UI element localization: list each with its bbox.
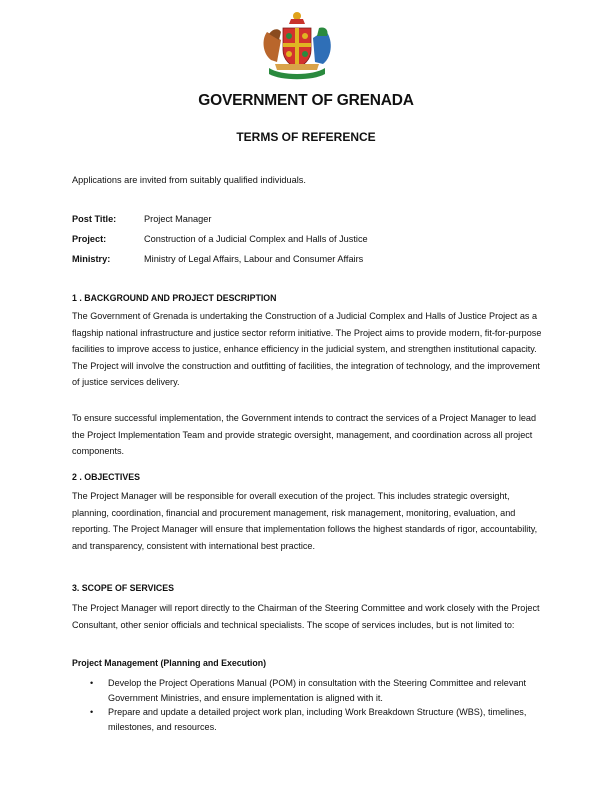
section-heading-objectives: 2 . OBJECTIVES bbox=[72, 472, 140, 482]
field-value: Project Manager bbox=[144, 214, 212, 224]
field-ministry bbox=[72, 251, 363, 267]
scope-subheading: Project Management (Planning and Execution) bbox=[72, 658, 267, 668]
field-post-title bbox=[72, 211, 211, 227]
section-heading-scope: 3. SCOPE OF SERVICES bbox=[72, 583, 175, 593]
intro-text: Applications are invited from suitably qualified individuals. bbox=[72, 175, 306, 185]
document-type-title: TERMS OF REFERENCE bbox=[236, 130, 376, 144]
background-paragraph-2: To ensure successful implementation, the Government intends to contract the services of a Project Manager to lead the Project Implementation Team and provide strategic oversight, management, and coordination across all project components. bbox=[72, 413, 537, 457]
field-label: Project: bbox=[72, 234, 107, 244]
section-heading-background: 1 . BACKGROUND AND PROJECT DESCRIPTION bbox=[72, 293, 277, 303]
objectives-paragraph: The Project Manager will be responsible for overall execution of the project. This includes strategic oversight, planning, coordination, financial and procurement management, risk management, monitoring, evaluation, and reporting. The Project Manager will ensure that implementation follows the highest standards of rigor, accountability, and transparency, consistent with international best practice. bbox=[72, 491, 538, 551]
bullet-glyph: • bbox=[90, 678, 94, 688]
field-value: Ministry of Legal Affairs, Labour and Consumer Affairs bbox=[144, 254, 364, 264]
field-label: Post Title: bbox=[72, 214, 117, 224]
field-value: Construction of a Judicial Complex and Halls of Justice bbox=[144, 234, 368, 244]
list-item bbox=[90, 705, 558, 734]
grenada-coat-of-arms-emblem bbox=[255, 10, 339, 82]
list-item-text: Prepare and update a detailed project work plan, including Work Breakdown Structure (WBS), timelines, milestones, and resources. bbox=[108, 707, 527, 732]
background-paragraph-1: The Government of Grenada is undertaking the Construction of a Judicial Complex and Halls of Justice Project as a flagship national infrastructure and justice sector reform initiative. The Project aims to provide modern, fit-for-purpose facilities to improve access to justice, enhance efficiency in the judicial system, and strengthen institutional capacity. The Project will involve the construction and outfitting of facilities, the integration of technology, and the improvement of justice services delivery. bbox=[72, 311, 542, 388]
scope-paragraph: The Project Manager will report directly to the Chairman of the Steering Committee and work closely with the Project Consultant, other senior officials and technical specialists. The scope of services includes, but is not limited to: bbox=[72, 603, 540, 630]
field-label: Ministry: bbox=[72, 254, 111, 264]
bullet-glyph: • bbox=[90, 707, 94, 717]
field-project bbox=[72, 231, 368, 247]
list-item-text: Develop the Project Operations Manual (POM) in consultation with the Steering Committee and relevant Government Ministries, and ensure implementation is aligned with it. bbox=[108, 678, 527, 703]
government-title: GOVERNMENT OF GRENADA bbox=[198, 92, 414, 109]
list-item bbox=[90, 676, 558, 705]
